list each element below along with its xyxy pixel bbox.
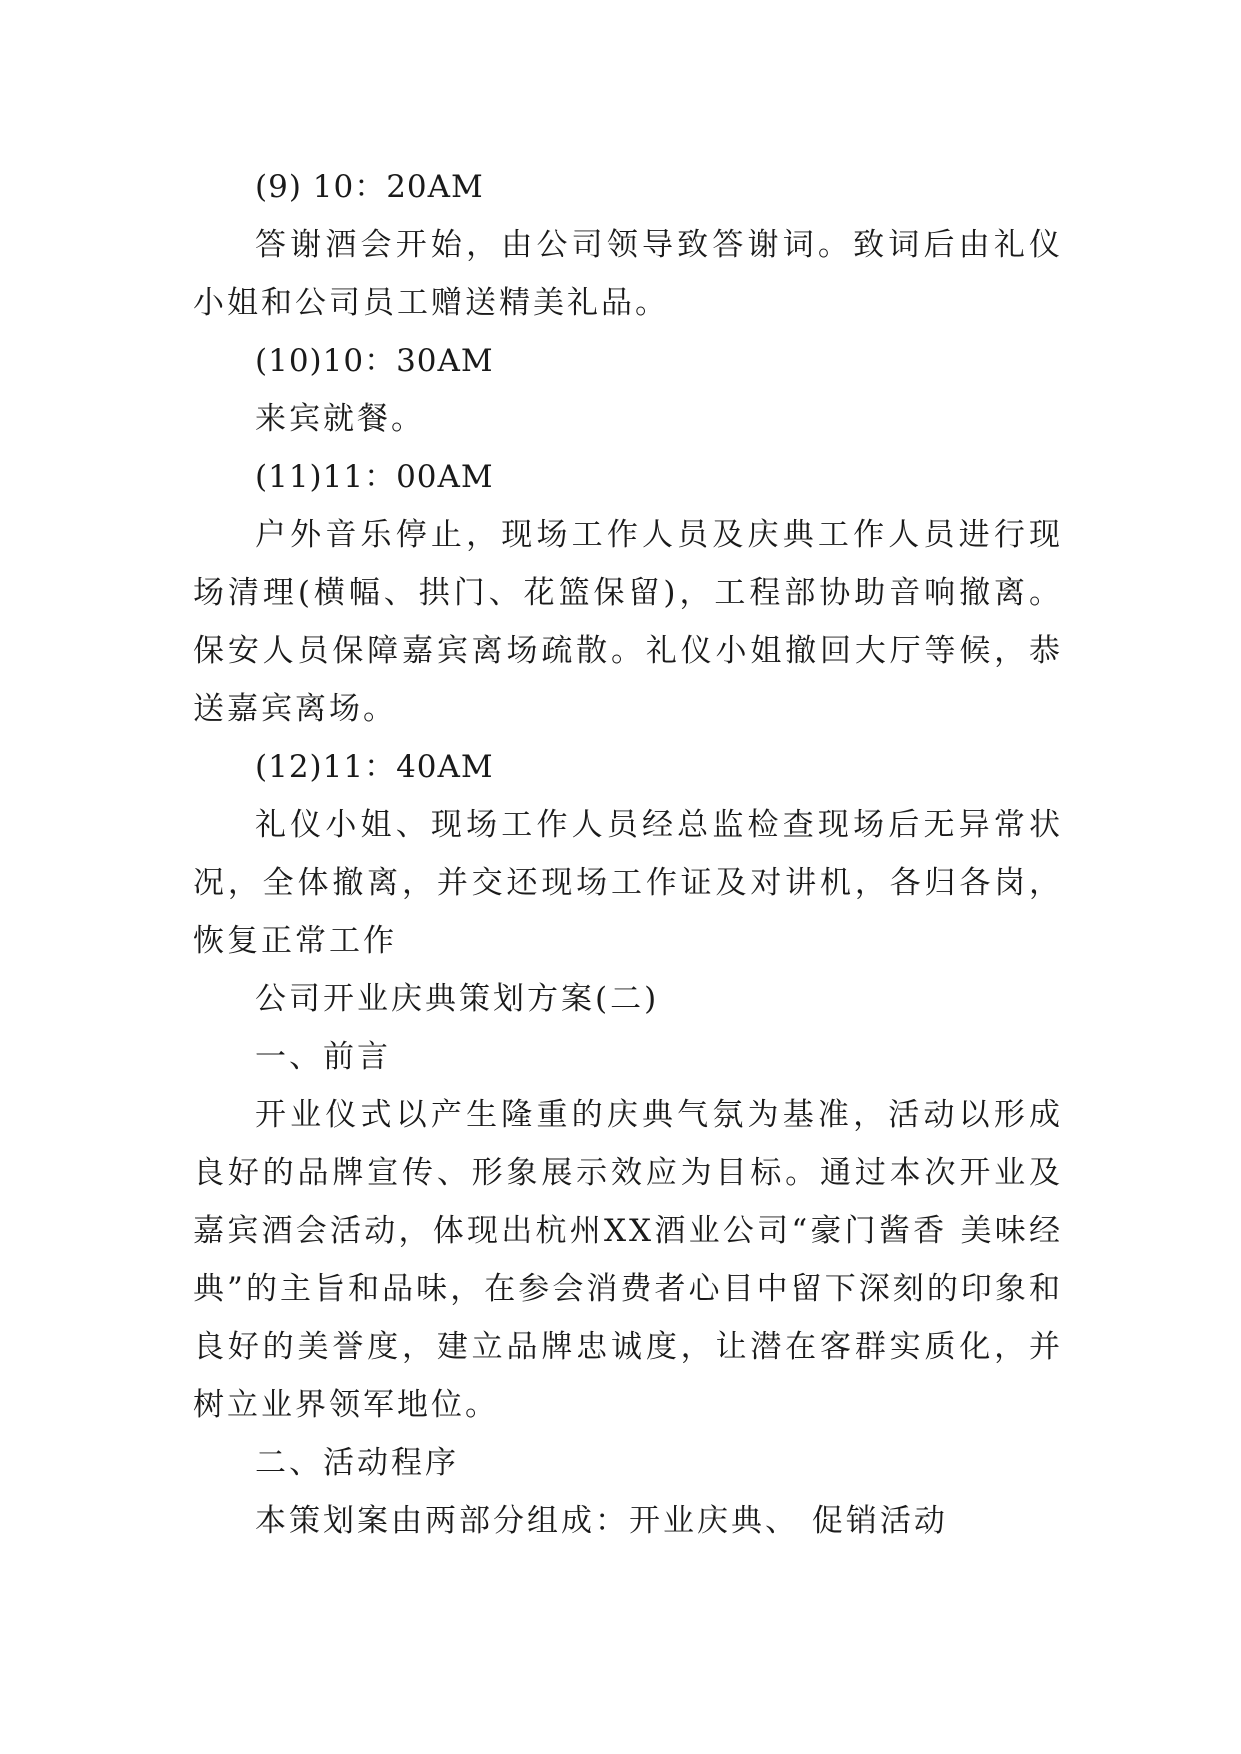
- schedule-time-12: (12)11：40AM: [255, 749, 494, 785]
- heading-preface: 一、前言: [255, 1039, 391, 1075]
- document-body: [193, 158, 1063, 1550]
- schedule-time-9: (9) 10：20AM: [255, 169, 484, 205]
- schedule-time-11: (11)11：00AM: [255, 459, 494, 495]
- schedule-item-10: 来宾就餐。: [255, 401, 425, 437]
- schedule-time-10: (10)10：30AM: [255, 343, 494, 379]
- preface-paragraph: 开业仪式以产生隆重的庆典气氛为基准，活动以形成良好的品牌宣传、形象展示效应为目标。通过本次开业及嘉宾酒会活动，体现出杭州XX酒业公司“豪门酱香 美味经典”的主旨和品味，在参会消费者心目中留下深刻的印象和良好的美誉度，建立品牌忠诚度，让潜在客群实质化，并树立业界领军地位。: [193, 1097, 1063, 1423]
- section-title: 公司开业庆典策划方案(二): [255, 981, 660, 1017]
- heading-program: 二、活动程序: [255, 1445, 459, 1481]
- schedule-item-11: 户外音乐停止，现场工作人员及庆典工作人员进行现场清理(横幅、拱门、花篮保留)，工程部协助音响撤离。保安人员保障嘉宾离场疏散。礼仪小姐撤回大厅等候，恭送嘉宾离场。: [193, 517, 1063, 727]
- program-paragraph: 本策划案由两部分组成：开业庆典、 促销活动: [255, 1503, 948, 1539]
- schedule-item-12: 礼仪小姐、现场工作人员经总监检查现场后无异常状况，全体撤离，并交还现场工作证及对讲机，各归各岗，恢复正常工作: [193, 807, 1063, 959]
- schedule-item-9: 答谢酒会开始，由公司领导致答谢词。致词后由礼仪小姐和公司员工赠送精美礼品。: [193, 227, 1063, 321]
